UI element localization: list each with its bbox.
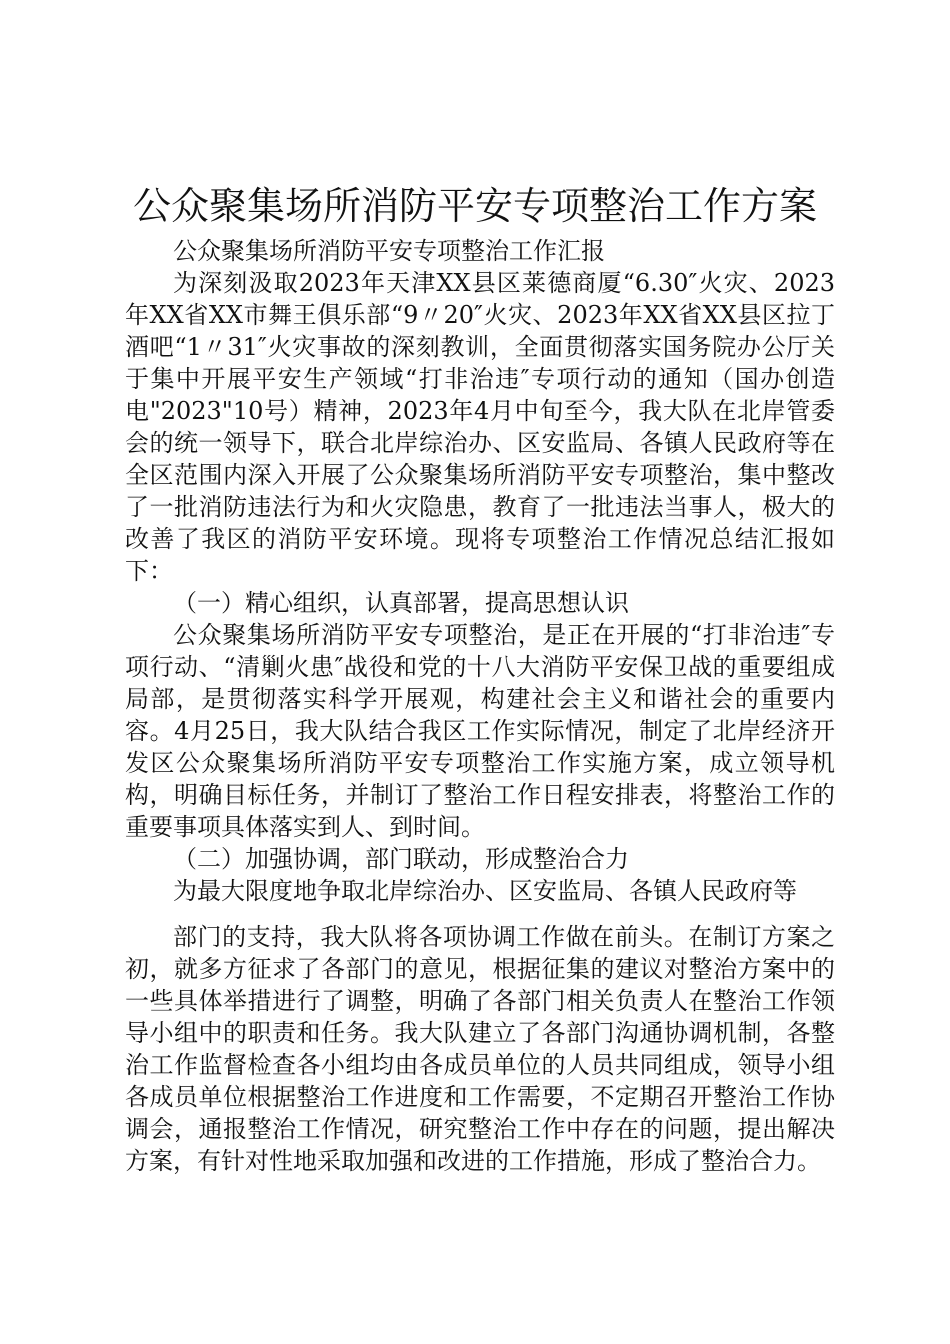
section-2-paragraph: 部门的支持，我大队将各项协调工作做在前头。在制订方案之初，就多方征求了各部门的意见，根据征集的建议对整治方案中的一些具体举措进行了调整，明确了各部门相关负责人在整治工作领导小组中的职责和任务。我大队建立了各部门沟通协调机制，各整治工作监督检查各小组均由各成员单位的人员共同组成，领导小组各成员单位根据整治工作进度和工作需要，不定期召开整治工作协调会，通报整治工作情况，研究整治工作中存在的问题，提出解决方案，有针对性地采取加强和改进的工作措施，形成了整治合力。 [125, 923, 835, 1175]
section-2-paragraph-lead: 为最大限度地争取北岸综治办、区安监局、各镇人民政府等 [173, 877, 797, 905]
section-heading-1: （一）精心组织，认真部署，提高思想认识 [173, 589, 629, 617]
report-subtitle: 公众聚集场所消防平安专项整治工作汇报 [173, 237, 605, 265]
document-body [125, 235, 835, 1177]
section-heading-2: （二）加强协调，部门联动，形成整治合力 [173, 845, 629, 873]
intro-paragraph: 为深刻汲取2023年天津XX县区莱德商厦“6.30″火灾、2023年XX省XX市舞王俱乐部“9〃20″火灾、2023年XX省XX县区拉丁酒吧“1〃31″火灾事故的深刻教训，全面贯彻落实国务院办公厅关于集中开展平安生产领域“打非治违″专项行动的通知（国办创造电"2023"10号）精神，2023年4月中旬至今，我大队在北岸管委会的统一领导下，联合北岸综治办、区安监局、各镇人民政府等在全区范围内深入开展了公众聚集场所消防平安专项整治，集中整改了一批消防违法行为和火灾隐患，教育了一批违法当事人，极大的改善了我区的消防平安环境。现将专项整治工作情况总结汇报如下： [125, 269, 835, 585]
section-1-paragraph: 公众聚集场所消防平安专项整治，是正在开展的“打非治违″专项行动、“清剿火患″战役和党的十八大消防平安保卫战的重要组成局部，是贯彻落实科学开展观，构建社会主义和谐社会的重要内容。4月25日，我大队结合我区工作实际情况，制定了北岸经济开发区公众聚集场所消防平安专项整治工作实施方案，成立领导机构，明确目标任务，并制订了整治工作日程安排表，将整治工作的重要事项具体落实到人、到时间。 [125, 621, 835, 841]
document-title: 公众聚集场所消防平安专项整治工作方案 [132, 184, 817, 228]
